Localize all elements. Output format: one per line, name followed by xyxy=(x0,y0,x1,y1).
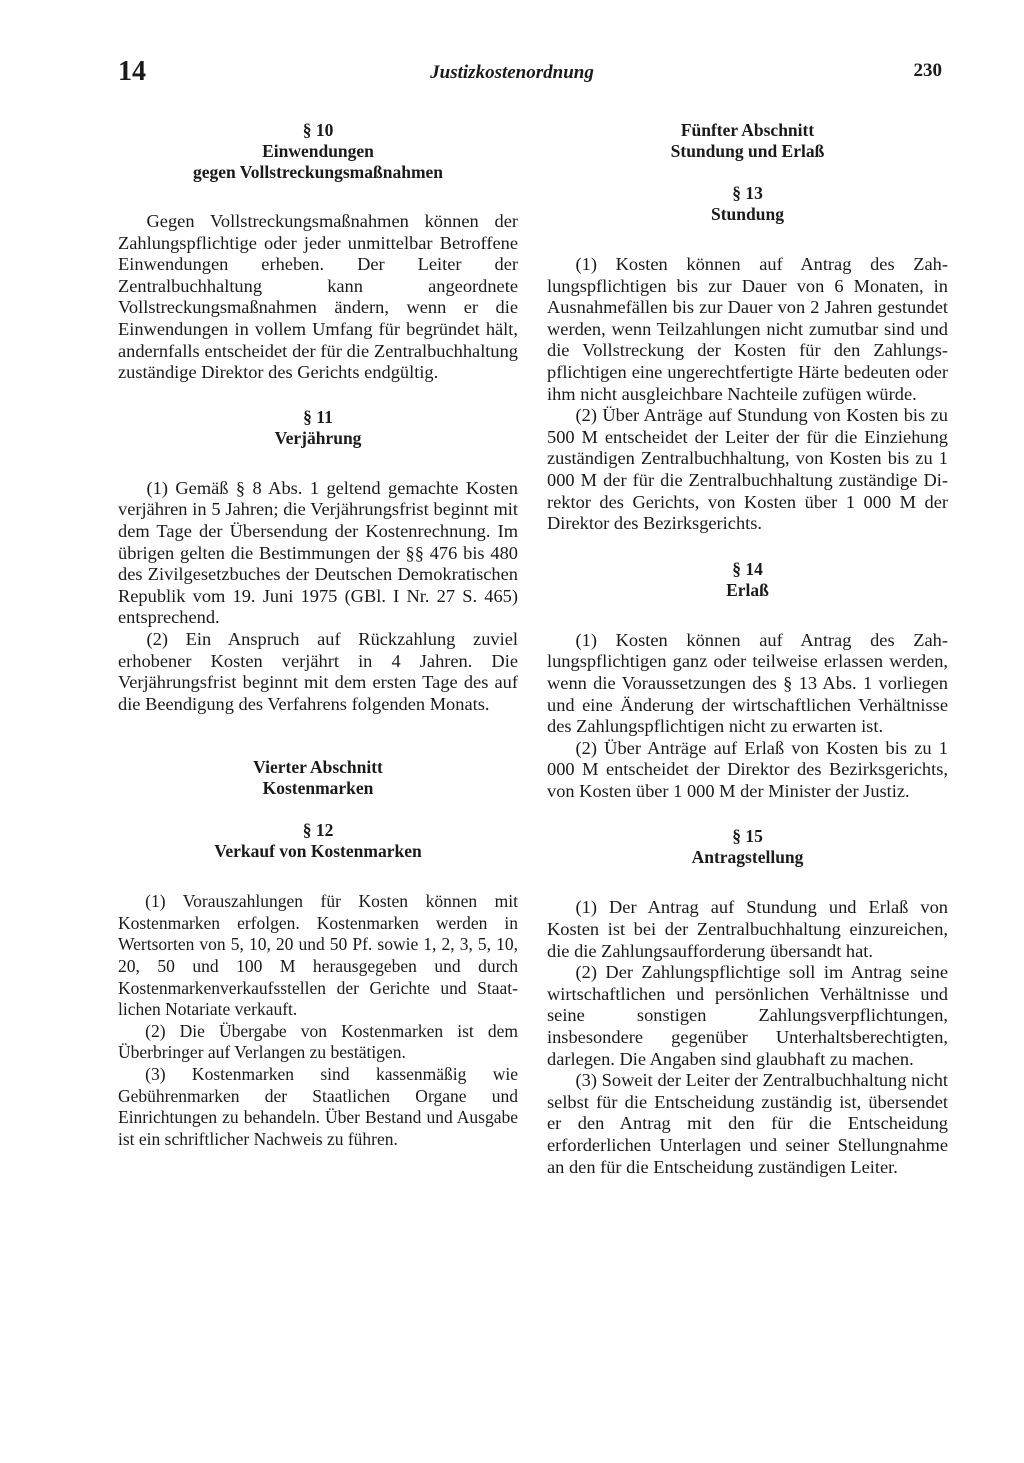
paragraph: (1) Gemäß § 8 Abs. 1 geltend gemachte Kosten verjähren in 5 Jahren; die Verjährungsfrist beginnt mit dem Tage der Übersendung der Kostenrechnung. Im übrigen gelten die Bestimmungen der §§ 476 bis 480 des Zivilgesetzbuches der Deutschen Demokratischen Republik vom 19. Juni 1975 (GBl. I Nr. 27 S. 465) entsprechend. xyxy=(118,477,518,628)
paragraph: (1) Der Antrag auf Stundung und Erlaß von Kosten ist bei der Zentralbuchhaltung einzureichen, die die Zahlungsaufforderung übersandt hat. xyxy=(547,897,948,961)
section-14 xyxy=(547,559,948,803)
section-title: Erlaß xyxy=(726,579,769,600)
paragraph: (2) Ein Anspruch auf Rückzahlung zuviel erhobener Kosten verjährt in 4 Jahren. Die Verjährungsfrist beginnt mit dem ersten Tage des auf die Beendigung des Verfahrens folgenden Monats. xyxy=(118,628,518,714)
paragraph: (2) Die Übergabe von Kostenmarken ist dem Überbringer auf Verlangen zu bestätigen. xyxy=(118,1020,518,1063)
paragraph: (1) Vorauszahlungen für Kosten können mit Kostenmarken erfolgen. Kostenmarken werden in Wertsorten von 5, 10, 20 und 50 Pf. sowie 1, 2, 3, 5, 10, 20, 50 und 100 M herausgegeben und durch Kostenmarkenverkaufsstellen der Gerichte und Staatlichen Notariate verkauft. xyxy=(118,891,518,1020)
chapter-number: 14 xyxy=(118,56,146,87)
section-13 xyxy=(547,183,948,535)
paragraph: (1) Kosten können auf Antrag des Zahlungspflichtigen ganz oder teilweise erlassen werden, wenn die Voraussetzungen des § 13 Abs. 1 vorliegen und eine Änderung der wirtschaftlichen Verhältnisse des Zahlungspflichtigen nicht zu erwarten ist. xyxy=(547,629,948,737)
part-title: Stundung und Erlaß xyxy=(670,141,825,161)
section-12 xyxy=(118,820,518,1150)
section-title: Antragstellung xyxy=(691,847,804,868)
left-column xyxy=(118,120,518,1150)
section-number: § 10 xyxy=(302,120,334,140)
section-number: § 15 xyxy=(732,826,763,847)
page-number: 230 xyxy=(913,60,942,81)
section-15 xyxy=(547,826,948,1178)
part-5-heading xyxy=(547,120,948,162)
section-title: gegen Vollstreckungsmaßnahmen xyxy=(192,162,444,182)
part-4-heading xyxy=(118,757,518,799)
paragraph: (2) Über Anträge auf Stundung von Kosten bis zu 500 M entscheidet der Leiter der für die Einziehung zuständigen Zentralbuchhaltung, von Kosten bis zu 1 000 M der für die Zentralbuchhaltung zuständige Direktor des Gerichts, von Kosten über 1 000 M der Direktor des Bezirksgerichts. xyxy=(547,405,948,534)
running-head xyxy=(0,56,1024,86)
running-title: Justizkostenordnung xyxy=(430,62,594,83)
paragraph: (1) Kosten können auf Antrag des Zahlungspflichtigen bis zur Dauer von 6 Monaten, in Ausnahmefällen bis zur Dauer von 2 Jahren gestundet werden, wenn Teilzahlungen nicht zumutbar sind und die Vollstreckung der Kosten für den Zahlungspflichtigen eine ungerechtfertigte Härte bedeuten oder ihm nicht ausgleichbare Nachteile zufügen würde. xyxy=(547,254,948,404)
part-title: Kostenmarken xyxy=(262,778,374,799)
section-title: Verjährung xyxy=(274,427,362,448)
section-11 xyxy=(118,407,518,716)
right-column xyxy=(547,120,948,1178)
section-number: § 12 xyxy=(302,820,334,841)
paragraph: Gegen Vollstreckungsmaßnahmen können der Zahlungspflichtige oder jeder unmittelbar Betroffene Einwendungen erheben. Der Leiter der Zentralbuchhaltung kann angeordnete Vollstreckungsmaßnahmen ändern, wenn er die Einwendungen in vollem Umfang für begründet hält, andernfalls entscheidet der für die Zentralbuchhaltung zuständige Direktor des Gerichts endgültig. xyxy=(118,211,518,383)
section-number: § 14 xyxy=(732,558,763,579)
part-title: Fünfter Abschnitt xyxy=(680,120,815,140)
section-number: § 11 xyxy=(303,406,333,427)
section-10 xyxy=(118,120,518,384)
paragraph: (3) Soweit der Leiter der Zentralbuchhaltung nicht selbst für die Entscheidung zuständig ist, übersendet er den Antrag mit den für die Entscheidung erforderlichen Unterlagen und seiner Stellungnahme an den für die Entscheidung zuständigen Leiter. xyxy=(547,1070,948,1177)
paragraph: (2) Über Anträge auf Erlaß von Kosten bis zu 1 000 M entscheidet der Direktor des Bezirksgerichts, von Kosten über 1 000 M der Minister der Justiz. xyxy=(547,737,948,801)
paragraph: (3) Kostenmarken sind kassenmäßig wie Gebührenmarken der Staatlichen Organe und Einrichtungen zu behandeln. Über Bestand und Ausgabe ist ein schriftlicher Nachweis zu führen. xyxy=(118,1064,518,1149)
section-title: Stundung xyxy=(711,204,784,224)
section-title: Einwendungen xyxy=(262,141,374,161)
section-title: Verkauf von Kostenmarken xyxy=(214,841,422,862)
part-title: Vierter Abschnitt xyxy=(253,757,383,778)
paragraph: (2) Der Zahlungspflichtige soll im Antrag seine wirtschaftlichen und persönlichen Verhältnisse und seine sonstigen Zahlungsverpflichtungen, insbesondere gegenüber Unterhaltsberechtigten, darlegen. Die Angaben sind glaubhaft zu machen. xyxy=(547,962,948,1069)
section-number: § 13 xyxy=(732,183,763,203)
